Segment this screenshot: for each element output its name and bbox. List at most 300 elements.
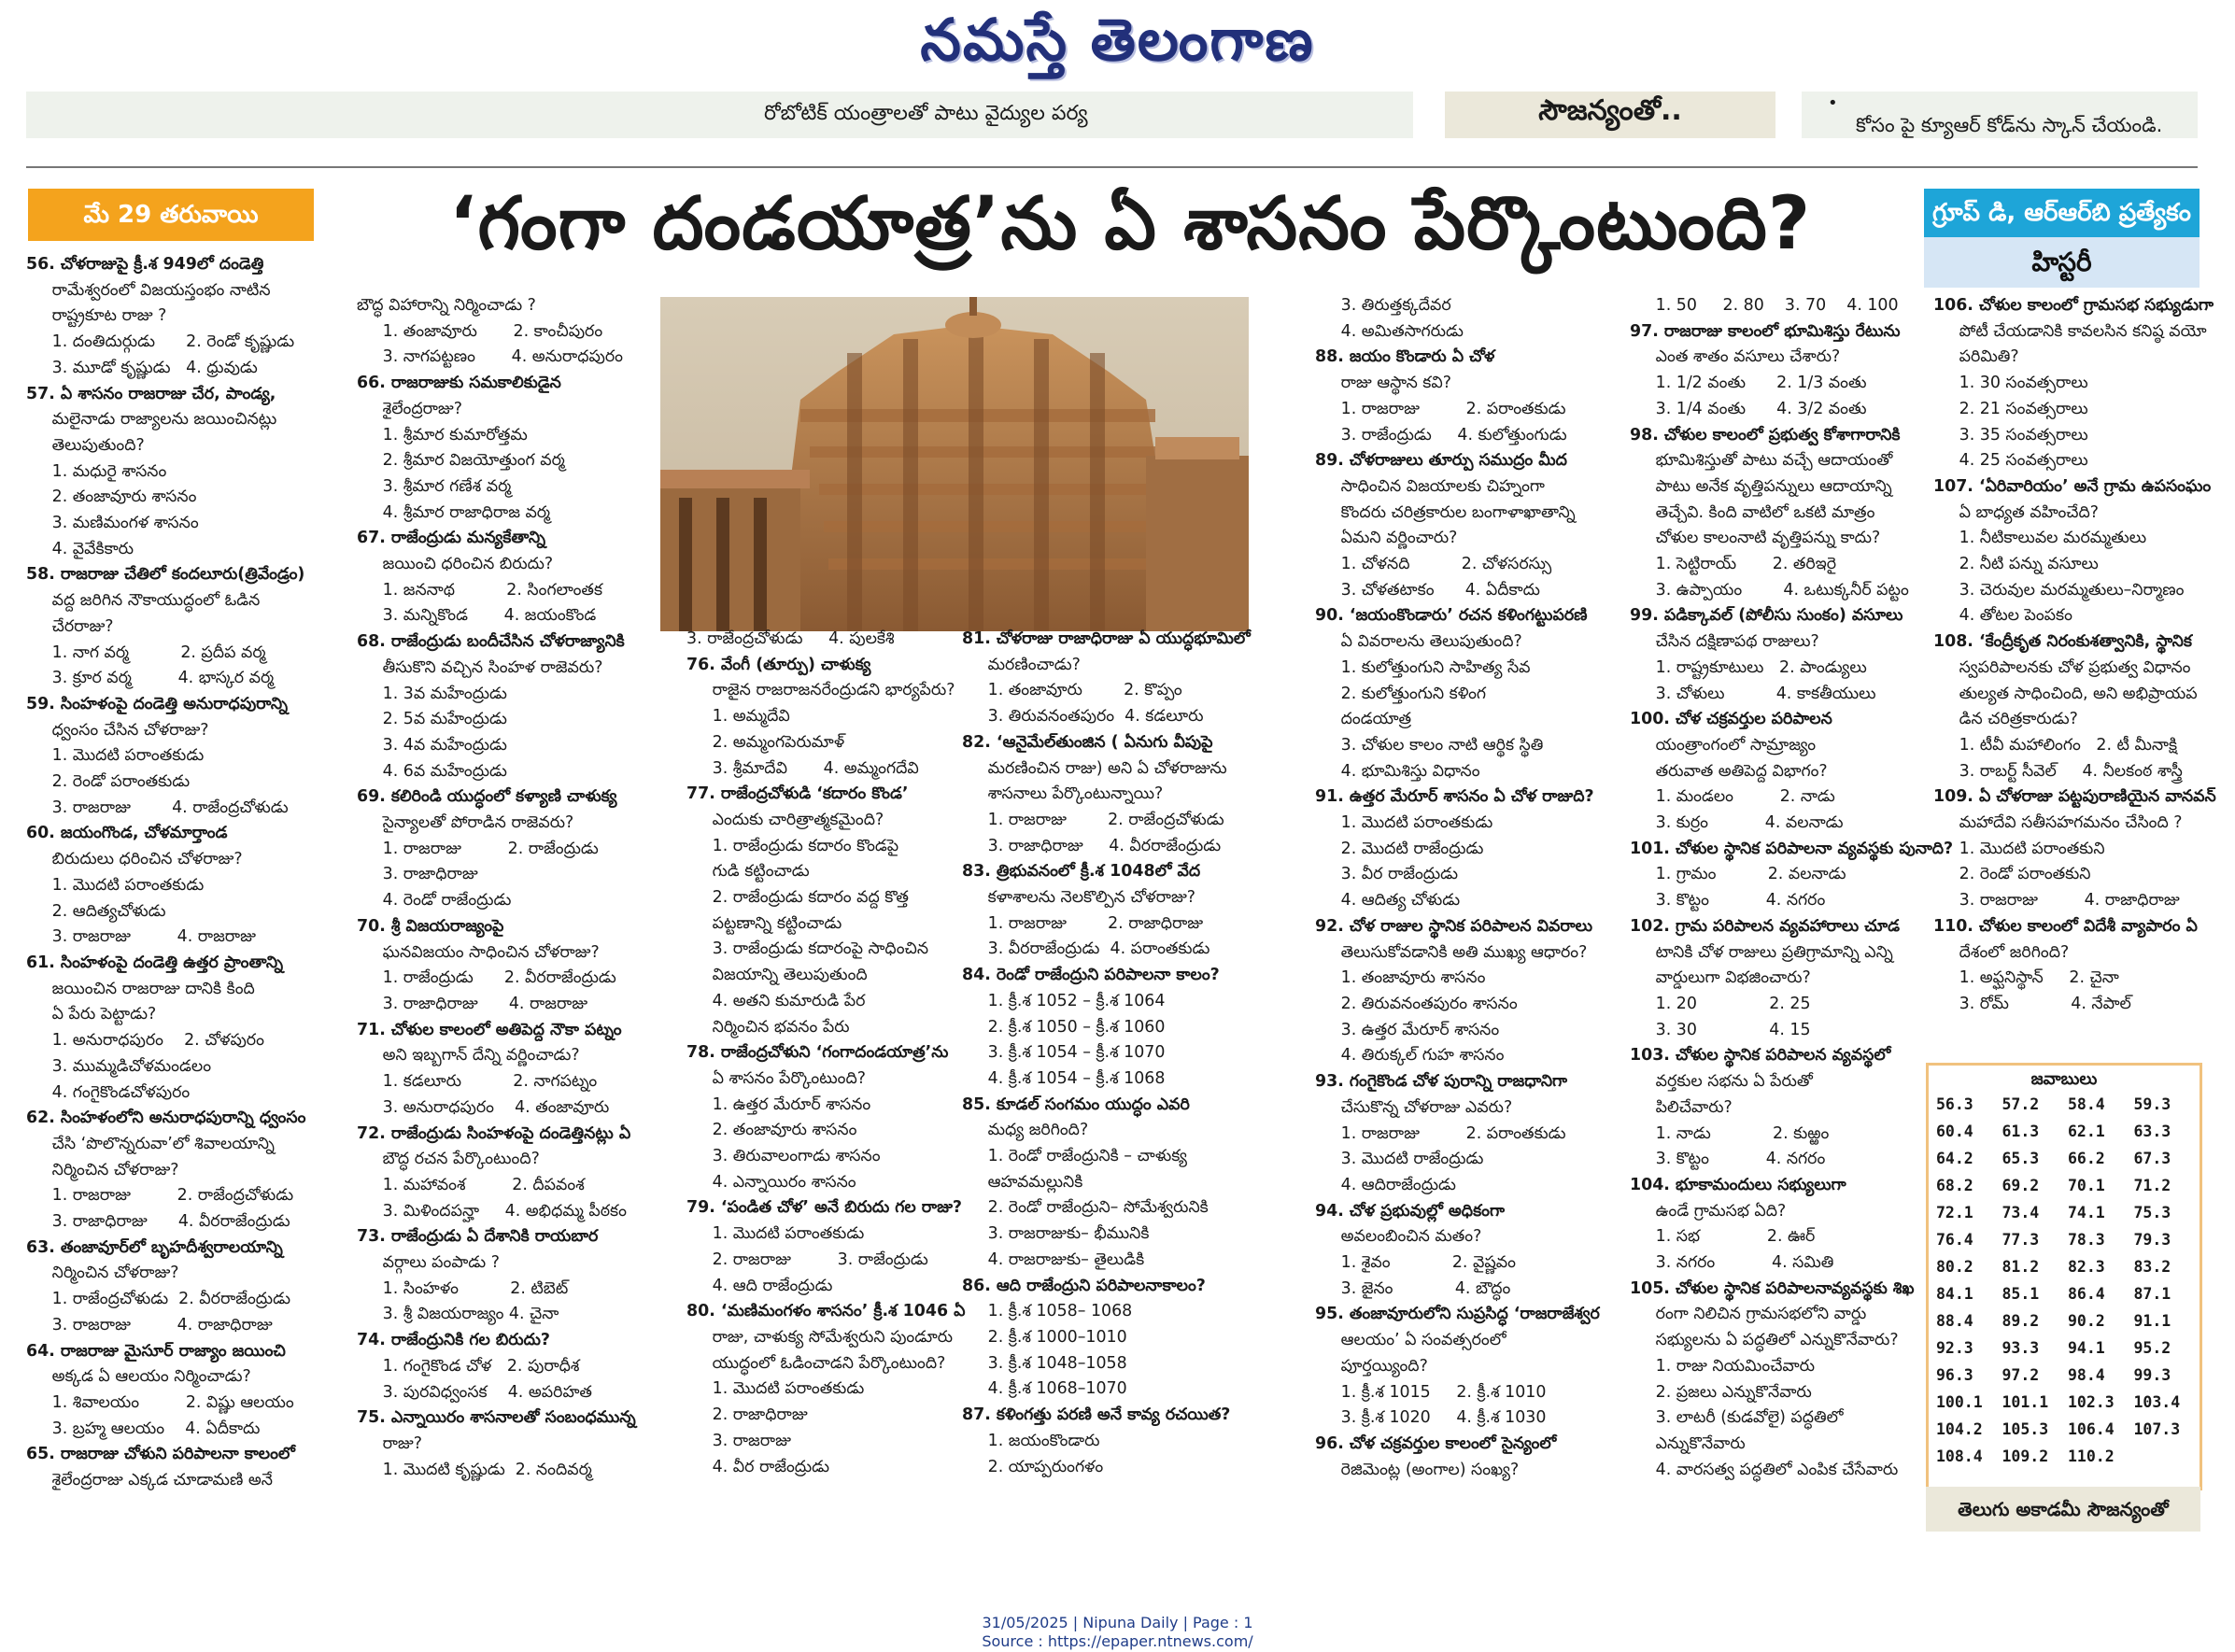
question-line: 4. భూమిశిస్తు విధానం	[1315, 761, 1480, 781]
question-line: 1. శ్రీమార కుమారోత్తమ	[357, 425, 528, 445]
question-line: 58. రాజరాజు చేతిలో కందలూరు(త్రివేండ్రం)	[26, 565, 305, 585]
question-line: స్వపరిపాలనకు చోళ ప్రభుత్వ విధానం	[1933, 657, 2191, 677]
question-line: పరిమితి?	[1933, 347, 2019, 367]
question-line: 57. ఏ శాసనం రాజరాజు చేర, పాండ్య,	[26, 384, 276, 403]
question-line: 1. గ్రామం 2. వలనాడు	[1630, 865, 1846, 884]
answer-item: 109.2	[2002, 1447, 2049, 1465]
section-label-exam: గ్రూప్ డి, ఆర్‌ఆర్‌బి ప్రత్యేకం	[1924, 189, 2200, 237]
question-line: ఘనవిజయం సాధించిన చోళరాజు?	[357, 942, 600, 962]
question-line: 2. తంజావూరు శాసనం	[26, 487, 197, 507]
question-line: 1. మహావంశ 2. దీపవంశ	[357, 1175, 585, 1194]
question-line: మధ్య జరిగింది?	[962, 1121, 1089, 1140]
question-line: జయించిన రాజరాజు దానికి కింది	[26, 979, 255, 998]
footer-source-line: Source : https://epaper.ntnews.com/	[982, 1632, 1253, 1650]
question-line: 3. మొదటి రాజేంద్రుడు	[1315, 1150, 1484, 1169]
question-line: 3. లాటరీ (కుడవోలై) పద్ధతిలో	[1630, 1408, 1844, 1428]
question-line: 2. రెండో రాజేంద్రుని– సోమేశ్వరునికి	[962, 1198, 1209, 1218]
question-column-2	[357, 293, 646, 1483]
answer-item: 78.3	[2068, 1231, 2105, 1249]
question-line: 1. గంగైకొండ చోళ 2. పురాధీశ	[357, 1356, 580, 1376]
question-line: 2. రెండో పరాంతకుడు	[26, 772, 191, 792]
answer-item: 88.4	[1936, 1312, 1973, 1330]
question-line: మరణించాడు?	[962, 655, 1081, 674]
question-line: 2. మొదటి రాజేంద్రుడు	[1315, 839, 1484, 858]
question-line: తెలుసుకోవడానికి అతి ముఖ్య ఆధారం?	[1315, 942, 1588, 962]
question-line: జయించి ధరించిన బిరుదు?	[357, 555, 554, 574]
question-line: 2. రెండో పరాంతకుని	[1933, 865, 2091, 884]
question-line: ఎందుకు చారిత్రాత్మకమైంది?	[686, 810, 884, 829]
question-line: యంత్రాంగంలో సామ్రాజ్యం	[1630, 735, 1817, 755]
question-line: 93. గంగైకొండ చోళ పురాన్ని రాజధానిగా	[1315, 1072, 1568, 1092]
question-line: 96. చోళ చక్రవర్తుల కాలంలో సైన్యంలో	[1315, 1433, 1557, 1453]
question-line: కళాశాలను నెలకొల్పిన చోళరాజు?	[962, 888, 1196, 908]
question-line: 91. ఉత్తర మేరూర్ శాసనం ఏ చోళ రాజుది?	[1315, 787, 1594, 807]
question-line: అని ఇబ్బగాన్ దేన్ని వర్ణించాడు?	[357, 1046, 580, 1066]
question-line: 3. మూడో కృష్ణుడు 4. ధ్రువుడు	[26, 358, 258, 377]
question-line: సైన్యాలతో పోరాడిన రాజెవరు?	[357, 813, 574, 833]
question-line: రామేశ్వరంలో విజయస్తంభం నాటిన	[26, 280, 271, 300]
question-line: మరణించిన రాజు) అని ఏ చోళరాజును	[962, 758, 1227, 778]
question-line: 69. కలిరిండి యుద్ధంలో కళ్యాణి చాళుక్య	[357, 787, 617, 807]
answer-item: 106.4	[2068, 1420, 2115, 1438]
question-line: 2. 5వ మహేంద్రుడు	[357, 710, 507, 729]
answer-item: 93.3	[2002, 1339, 2040, 1357]
question-line: వద్ద జరిగిన నౌకాయుద్ధంలో ఓడిన	[26, 591, 261, 611]
question-line: 108. ‘కేంద్రీకృత నిరంకుశత్వానికి, స్థానిక	[1933, 632, 2192, 652]
question-line: 4. క్రీ.శ 1068–1070	[962, 1379, 1127, 1399]
question-line: చేరరాజు?	[26, 616, 114, 636]
question-line: 82. ‘ఆనైమేల్‌తుంజిన ( ఏనుగు వీపుపై	[962, 732, 1213, 752]
answer-item: 56.3	[1936, 1095, 1973, 1113]
question-line: 92. చోళ రాజుల స్థానిక పరిపాలన వివరాలు	[1315, 916, 1592, 936]
question-line: 3. వీర రాజేంద్రుడు	[1315, 865, 1458, 884]
question-line: వర్తకుల సభను ఏ పేరుతో	[1630, 1072, 1813, 1092]
newspaper-masthead: నమస్తే తెలంగాణ	[920, 6, 1315, 74]
answer-item: 99.3	[2133, 1366, 2171, 1384]
question-line: 94. చోళ ప్రభువుల్లో అధికంగా	[1315, 1201, 1505, 1221]
question-line: టానికి చోళ రాజులు ప్రతిగ్రామాన్ని ఎన్ని	[1630, 942, 1893, 962]
question-line: 90. ‘జయంకొండారు’ రచన కళింగట్టుపరణి	[1315, 606, 1588, 626]
question-line: 63. తంజావూర్‌లో బృహదీశ్వరాలయాన్ని	[26, 1237, 283, 1257]
question-line: 3. నగరం 4. సమితి	[1630, 1253, 1834, 1273]
question-line: 1. 20 2. 25	[1630, 994, 1811, 1013]
question-line: 3. రాజరాజు 4. రాజరాజు	[26, 927, 256, 947]
question-line: 1. మండలం 2. నాడు	[1630, 787, 1835, 807]
question-line: 3. రాజాధిరాజు 4. వీరరాజేంద్రుడు	[962, 836, 1222, 855]
question-line: 2. నీటి పన్ను వసూలు	[1933, 555, 2099, 574]
question-line: 3. రాజరాజుకు– భీమునికి	[962, 1224, 1150, 1244]
question-line: 1. తంజావూరు 2. కొప్పం	[962, 681, 1182, 700]
answer-item: 66.2	[2068, 1150, 2105, 1167]
question-line: 3. రాజరాజు 4. రాజేంద్రచోళుడు	[26, 798, 289, 817]
question-line: 1. తంజావూరు 2. కాంచీపురం	[357, 321, 603, 341]
question-line: 1. మొదటి పరాంతకుడు	[26, 746, 205, 766]
question-line: రంగా నిలిచిన గ్రామసభలోని వార్డు	[1630, 1305, 1867, 1324]
question-line: 3. 4వ మహేంద్రుడు	[357, 735, 507, 755]
question-line: 3. ఉత్తర మేరూర్ శాసనం	[1315, 1020, 1500, 1039]
page-footer	[0, 1614, 2235, 1651]
answer-item: 77.3	[2002, 1231, 2040, 1249]
answer-item: 75.3	[2133, 1204, 2171, 1221]
question-line: 3. శ్రీమార గణేశ వర్మ	[357, 476, 512, 496]
question-line: 74. రాజేంద్రునికి గల బిరుదు?	[357, 1331, 550, 1350]
question-line: 3. వీరరాజేంద్రుడు 4. పరాంతకుడు	[962, 939, 1210, 959]
question-line: 2. అమ్మంగపెరుమాళ్	[686, 732, 845, 752]
section-divider	[26, 166, 2198, 168]
question-line: 1. 50 2. 80 3. 70 4. 100	[1630, 296, 1899, 315]
question-line: 79. ‘పండిత చోళ’ అనే బిరుదు గల రాజు?	[686, 1198, 963, 1218]
question-line: నిర్మించిన భవనం పేరు	[686, 1017, 850, 1037]
question-line: 103. చోళుల స్థానిక పరిపాలన వ్యవస్థలో	[1630, 1046, 1891, 1066]
question-line: 1. రాజేంద్రచోళుడు 2. వీరరాజేంద్రుడు	[26, 1290, 290, 1309]
question-line: 1. రాజేంద్రుడు 2. వీరరాజేంద్రుడు	[357, 968, 616, 988]
question-line: 1. 3వ మహేంద్రుడు	[357, 684, 507, 703]
question-line: 99. పడిక్కావల్ (పోలీసు సుంకం) వసూలు	[1630, 606, 1903, 626]
question-line: తీసుకొని వచ్చిన సింహళ రాజెవరు?	[357, 657, 603, 677]
answer-item: 103.4	[2133, 1393, 2181, 1411]
question-line: 68. రాజేంద్రుడు బందీచేసిన చోళరాజ్యానికి	[357, 632, 625, 652]
question-line: 86. ఆది రాజేంద్రుని పరిపాలనాకాలం?	[962, 1276, 1206, 1295]
question-line: 1. అఫ్ఘనిస్థాన్ 2. చైనా	[1933, 968, 2119, 988]
question-column-5	[1315, 293, 1619, 1483]
question-line: 4. వైవేకికారు	[26, 539, 134, 558]
question-line: 3. క్రూర వర్మ 4. భాస్కర వర్మ	[26, 669, 275, 688]
answer-item: 63.3	[2133, 1123, 2171, 1140]
answer-item: 97.2	[2002, 1366, 2040, 1384]
question-line: శైలేంద్రరాజు ఎక్కడ చూడామణి అనే	[26, 1471, 273, 1490]
question-line: 4. గంగైకొండచోళపురం	[26, 1082, 191, 1102]
question-line: 3. రాబర్ట్ సీవెల్ 4. నీలకంఠ శాస్త్రీ	[1933, 761, 2183, 781]
question-line: దండయాత్ర	[1315, 710, 1412, 729]
question-line: 4. 6వ మహేంద్రుడు	[357, 761, 507, 781]
answer-item: 61.3	[2002, 1123, 2040, 1140]
answer-item: 74.1	[2068, 1204, 2105, 1221]
answer-item: 89.2	[2002, 1312, 2040, 1330]
question-line: 3. బ్రహ్మ ఆలయం 4. ఏదీకాదు	[26, 1419, 261, 1438]
answer-item: 70.1	[2068, 1177, 2105, 1194]
question-line: 1. సెట్టిరాయ్ 2. తరిఇరై	[1630, 555, 1837, 574]
question-line: పిలిచేవారు?	[1630, 1097, 1733, 1117]
question-column-3	[686, 627, 966, 1480]
question-line: 2. తంజావూరు శాసనం	[686, 1121, 857, 1140]
question-line: 1. నీటికాలువల మరమ్మతులు	[1933, 529, 2147, 548]
question-line: 2. కులోత్తుంగుని కళింగ	[1315, 684, 1487, 703]
question-line: 3. శ్రీమాదేవి 4. అమ్మంగదేవి	[686, 758, 919, 778]
question-line: 2. 21 సంవత్సరాలు	[1933, 399, 2088, 418]
question-line: శైలేంద్రరాజు?	[357, 399, 462, 418]
question-line: శాసనాలు పేర్కొంటున్నాయి?	[962, 784, 1164, 804]
question-line: 2. యాప్పరుంగళం	[962, 1457, 1104, 1476]
question-line: 1. మొదటి పరాంతకుని	[1933, 839, 2105, 858]
page-headline: ‘గంగా దండయాత్ర’ను ఏ శాసనం పేర్కొంటుంది?	[448, 182, 1812, 266]
question-line: 1. జననాథ 2. సింగలాంతక	[357, 580, 603, 600]
answer-item: 105.3	[2002, 1420, 2049, 1438]
question-line: 1. క్రీ.శ 1058– 1068	[962, 1302, 1133, 1321]
question-column-1	[26, 252, 323, 1494]
question-line: 2. రాజాధిరాజు	[686, 1405, 808, 1425]
question-column-6	[1630, 293, 1954, 1483]
question-line: వర్గాలు పంపాడు ?	[357, 1253, 500, 1273]
answer-item: 65.3	[2002, 1150, 2040, 1167]
question-line: రెజిమెంట్ల (అంగాల) సంఖ్య?	[1315, 1460, 1520, 1479]
question-line: 1. ఉత్తర మేరూర్ శాసనం	[686, 1094, 871, 1114]
question-line: అక్కడ ఏ ఆలయం నిర్మించాడు?	[26, 1367, 251, 1387]
question-line: 4. 25 సంవత్సరాలు	[1933, 451, 2088, 471]
question-line: 3. రాజాధిరాజు 4. రాజరాజు	[357, 994, 588, 1013]
question-line: 1. నాడు 2. కుఱ్ఱం	[1630, 1123, 1830, 1143]
answer-item: 67.3	[2133, 1150, 2171, 1167]
question-line: 2. క్రీ.శ 1050 – క్రీ.శ 1060	[962, 1017, 1166, 1037]
question-line: చేసి ‘పొలొన్నరువా’లో శివాలయాన్ని	[26, 1134, 275, 1153]
question-line: 72. రాజేంద్రుడు సింహళంపై దండెత్తినట్లు ఏ	[357, 1123, 631, 1143]
question-line: 101. చోళుల స్థానిక పరిపాలనా వ్యవస్థకు పునాది?	[1630, 839, 1954, 858]
answer-item: 73.4	[2002, 1204, 2040, 1221]
question-line: 2. శ్రీమార విజయోత్తుంగ వర్మ	[357, 451, 565, 471]
top-strip-left	[26, 92, 1413, 138]
question-line: పోటీ చేయడానికి కావలసిన కనిష్ఠ వయో	[1933, 321, 2207, 341]
question-line: దేశంలో జరిగింది?	[1933, 942, 2070, 962]
question-line: 3. రాజేంద్రుడు 4. కులోత్తుంగుడు	[1315, 425, 1567, 445]
question-line: 3. తిరువనంతపురం 4. కడలూరు	[962, 707, 1204, 727]
question-line: 4. రాజరాజుకు– తైలుడికి	[962, 1250, 1145, 1269]
question-line: 3. శ్రీ విజయరాజ్యం 4. చైనా	[357, 1305, 559, 1324]
question-line: 80. ‘మణిమంగళం శాసనం’ క్రీ.శ 1046 ఏ	[686, 1302, 966, 1321]
question-line: 1. రాజు నియమించేవారు	[1630, 1356, 1815, 1376]
question-line: 3. చోళులు 4. కాకతీయులు	[1630, 684, 1876, 703]
question-line: 1. జయంకొండారు	[962, 1431, 1100, 1450]
question-line: 105. చోళుల స్థానిక పరిపాలనావ్యవస్థకు శిఖ	[1630, 1278, 1915, 1298]
answer-item: 79.3	[2133, 1231, 2171, 1249]
question-line: 3. రాజేంద్రుడు కదారంపై సాధించిన	[686, 939, 929, 959]
question-line: 75. ఎన్నాయిరం శాసనాలతో సంబంధమున్న	[357, 1408, 636, 1428]
question-line: 4. తిరుక్కల్ గుహ శాసనం	[1315, 1046, 1505, 1066]
question-line: రాజు ఆస్థాన కవి?	[1315, 374, 1451, 393]
top-strip-right-text: కోసం పై క్యూఆర్ కోడ్‌ను స్కాన్ చేయండి.	[1856, 114, 2163, 136]
answer-item: 85.1	[2002, 1285, 2040, 1303]
question-line: 4. ఎన్నాయిరం శాసనం	[686, 1172, 856, 1192]
answer-item: 94.1	[2068, 1339, 2105, 1357]
continuation-tag: మే 29 తరువాయి	[28, 189, 314, 241]
answer-key-grid	[1932, 1095, 2196, 1465]
question-line: 1. శివాలయం 2. విష్ణు ఆలయం	[26, 1392, 294, 1412]
temple-photo-icon	[660, 297, 1249, 631]
question-line: 1. మొదటి పరాంతకుడు	[1315, 813, 1493, 833]
question-line: 2. క్రీ.శ 1000–1010	[962, 1327, 1127, 1347]
answer-item: 58.4	[2068, 1095, 2105, 1113]
question-line: 3. క్రీ.శ 1048–1058	[962, 1353, 1127, 1373]
question-line: 4. రెండో రాజేంద్రుడు	[357, 891, 512, 911]
answer-item: 81.2	[2002, 1258, 2040, 1276]
answer-item: 100.1	[1936, 1393, 1983, 1411]
answer-item: 98.4	[2068, 1366, 2105, 1384]
question-line: 3. చోళుల కాలం నాటి ఆర్థిక స్థితి	[1315, 735, 1544, 755]
question-line: 4. ఆదిరాజేంద్రుడు	[1315, 1175, 1456, 1194]
question-line: ఎన్నుకొనేవారు	[1630, 1433, 1746, 1453]
question-line: 2. ప్రజలు ఎన్నుకొనేవారు	[1630, 1382, 1812, 1402]
question-column-7	[1933, 293, 2214, 1018]
footer-date-line: 31/05/2025 | Nipuna Daily | Page : 1	[982, 1614, 1253, 1631]
question-line: 1. రాజరాజు 2. రాజాధిరాజు	[962, 913, 1204, 933]
question-line: 1. క్రీ.శ 1015 2. క్రీ.శ 1010	[1315, 1382, 1547, 1402]
question-line: 59. సింహళంపై దండెత్తి అనురాధపురాన్ని	[26, 694, 289, 713]
question-line: 76. వేంగీ (తూర్పు) చాళుక్య	[686, 655, 871, 674]
question-line: 4. ఆదిత్య చోళుడు	[1315, 891, 1461, 911]
answer-item: 102.3	[2068, 1393, 2115, 1411]
question-line: 60. జయంగొండ, చోళమార్తాండ	[26, 824, 228, 843]
question-column-4	[962, 627, 1284, 1480]
question-line: 1. రాజరాజు 2. పరాంతకుడు	[1315, 399, 1566, 418]
question-line: చోళుల కాలంనాటి వృత్తిపన్ను కాదు?	[1630, 529, 1881, 548]
question-line: నిర్మించిన చోళరాజు?	[26, 1264, 179, 1283]
question-line: 3. తిరుత్తక్కదేవర	[1315, 296, 1451, 315]
temple-photo	[660, 297, 1249, 631]
question-line: 1. రాజరాజు 2. రాజేంద్రచోళుడు	[962, 810, 1224, 829]
question-line: 4. ఆది రాజేంద్రుడు	[686, 1276, 833, 1295]
question-line: 1. మధురై శాసనం	[26, 461, 167, 481]
question-line: 106. చోళుల కాలంలో గ్రామసభ సభ్యుడుగా	[1933, 296, 2214, 315]
question-line: ఎంత శాతం వసూలు చేశారు?	[1630, 347, 1841, 367]
question-line: తెచ్చేవి. కింది వాటిలో ఒకటి మాత్రం	[1630, 502, 1875, 522]
question-line: 3. అనురాధపురం 4. తంజావూరు	[357, 1097, 610, 1117]
answer-item: 83.2	[2133, 1258, 2171, 1276]
question-line: 1. క్రీ.శ 1052 – క్రీ.శ 1064	[962, 991, 1166, 1010]
question-line: 3. పురవిధ్వంసక 4. అపరిహత	[357, 1382, 592, 1402]
question-line: 1. చోళనది 2. చోళసరస్సు	[1315, 555, 1552, 574]
question-line: 3. కొట్టం 4. నగరం	[1630, 1150, 1826, 1169]
question-line: 1. రాజరాజు 2. రాజేంద్రచోళుడు	[26, 1186, 294, 1206]
question-line: 100. చోళ చక్రవర్తుల పరిపాలన	[1630, 710, 1832, 729]
question-line: 1. టీవీ మహాలింగం 2. టీ మీనాక్షి	[1933, 735, 2178, 755]
question-line: 4. అమితసాగరుడు	[1315, 321, 1464, 341]
top-strip-middle	[1445, 92, 1775, 138]
question-line: 3. తిరువాలంగాడు శాసనం	[686, 1147, 881, 1166]
question-line: ఆలయం’ ఏ సంవత్సరంలో	[1315, 1331, 1507, 1350]
answer-item: 76.4	[1936, 1231, 1973, 1249]
question-line: 83. త్రిభువనంలో క్రీ.శ 1048లో వేద	[962, 862, 1201, 882]
question-line: మహాదేవి సతీసహగమనం చేసింది ?	[1933, 813, 2183, 833]
question-line: సాధించిన విజయాలకు చిహ్నంగా	[1315, 476, 1545, 496]
question-line: 3. క్రీ.శ 1020 4. క్రీ.శ 1030	[1315, 1408, 1547, 1428]
question-line: 2. ఆదిత్యచోళుడు	[26, 901, 166, 921]
question-line: 3. మణిమంగళ శాసనం	[26, 514, 199, 533]
question-line: వార్డులుగా విభజించారు?	[1630, 968, 1811, 988]
question-line: 85. కూడల్ సంగమం యుద్ధం ఎవరి	[962, 1094, 1190, 1114]
question-line: 78. రాజేంద్రచోళుని ‘గంగాదండయాత్ర’ను	[686, 1043, 949, 1063]
question-line: ఏ బాధ్యత వహించేది?	[1933, 502, 2100, 522]
answer-item: 95.2	[2133, 1339, 2171, 1357]
question-line: 1. 30 సంవత్సరాలు	[1933, 374, 2088, 393]
question-line: 3. 35 సంవత్సరాలు	[1933, 425, 2088, 445]
answer-key-heading: జవాబులు	[2030, 1069, 2098, 1089]
question-line: 4. క్రీ.శ 1054 – క్రీ.శ 1068	[962, 1068, 1166, 1088]
question-line: ఏ వివరాలను తెలుపుతుంది?	[1315, 632, 1522, 652]
question-line: 98. చోళుల కాలంలో ప్రభుత్వ కోశాగారానికి	[1630, 425, 1901, 445]
answer-item: 64.2	[1936, 1150, 1973, 1167]
question-line: గుడి కట్టించాడు	[686, 862, 810, 882]
answer-item: 104.2	[1936, 1420, 1983, 1438]
question-line: ఆహవమల్లునికి	[962, 1172, 1083, 1192]
question-line: 73. రాజేంద్రుడు ఏ దేశానికి రాయబార	[357, 1227, 599, 1247]
question-line: తరువాత అతిపెద్ద విభాగం?	[1630, 761, 1828, 781]
answer-item: 96.3	[1936, 1366, 1973, 1384]
question-line: 1. కులోత్తుంగుని సాహిత్య సేవ	[1315, 657, 1531, 677]
question-line: యుద్ధంలో ఓడించాడని పేర్కొంటుంది?	[686, 1353, 946, 1373]
question-line: కొందరు చరిత్రకారుల బంగాళాఖాతాన్ని	[1315, 502, 1576, 522]
question-line: 1. మొదటి పరాంతకుడు	[686, 1224, 865, 1244]
question-line: 4. శ్రీమార రాజాధిరాజ వర్మ	[357, 502, 550, 522]
answer-item: 69.2	[2002, 1177, 2040, 1194]
question-line: 3. రాజరాజు 4. రాజాధిరాజు	[26, 1315, 273, 1334]
top-strip-middle-text: సౌజన్యంతో..	[1538, 94, 1682, 127]
section-label	[1924, 189, 2200, 288]
answer-key	[1926, 1063, 2202, 1490]
question-line: 3. రాజాధిరాజు	[357, 865, 478, 884]
credit-line: తెలుగు అకాడమీ సౌజన్యంతో	[1926, 1487, 2200, 1532]
question-line: 56. చోళరాజుపై క్రీ.శ 949లో దండెత్తి	[26, 255, 264, 274]
question-line: 97. రాజరాజు కాలంలో భూమిశిస్తు రేటును	[1630, 321, 1901, 341]
question-line: 95. తంజావూరులోని సుప్రసిద్ధ ‘రాజరాజేశ్వర	[1315, 1305, 1600, 1324]
question-line: 71. చోళుల కాలంలో అతిపెద్ద నౌకా పట్నం	[357, 1020, 622, 1039]
question-line: 88. జయం కొండారు ఏ చోళ	[1315, 347, 1495, 367]
question-line: 87. కళింగత్తు పరణి అనే కావ్య రచయిత?	[962, 1405, 1231, 1425]
question-line: 62. సింహళంలోని అనురాధపురాన్ని ధ్వంసం	[26, 1108, 306, 1128]
question-line: 3. రాజాధిరాజు 4. వీరరాజేంద్రుడు	[26, 1212, 290, 1232]
question-line: 3. కుర్రం 4. వలనాడు	[1630, 813, 1844, 833]
question-line: రాష్ట్రకూట రాజు ?	[26, 306, 167, 326]
question-line: 70. శ్రీ విజయరాజ్యంపై	[357, 916, 504, 936]
question-line: బౌద్ధ విహారాన్ని నిర్మించాడు ?	[357, 296, 536, 315]
question-line: 1. సభ 2. ఊర్	[1630, 1227, 1816, 1247]
question-line: 77. రాజేంద్రచోళుడి ‘కదారం కొండ’	[686, 784, 909, 804]
question-line: 2. రాజేంద్రుడు కదారం వద్ద కొత్త	[686, 888, 909, 908]
answer-item: 101.1	[2002, 1393, 2049, 1411]
top-strip-right	[1802, 92, 2198, 138]
question-line: 1. రాజరాజు 2. రాజేంద్రుడు	[357, 839, 599, 858]
question-line: 1. అమ్మదేవి	[686, 707, 790, 727]
question-line: 3. మిళిందపన్హా 4. అభిధమ్మ పీఠకం	[357, 1201, 627, 1221]
question-line: 110. చోళుల కాలంలో విదేశీ వ్యాపారం ఏ	[1933, 916, 2198, 936]
question-line: 3. క్రీ.శ 1054 – క్రీ.శ 1070	[962, 1043, 1166, 1063]
question-line: రాజు?	[357, 1433, 422, 1453]
question-line: 1. శైవం 2. వైష్ణవం	[1315, 1253, 1516, 1273]
question-line: 4. వారసత్వ పద్ధతిలో ఎంపిక చేసేవారు	[1630, 1460, 1899, 1479]
question-line: 65. రాజరాజు చోళుని పరిపాలనా కాలంలో	[26, 1445, 295, 1464]
question-line: 1. మొదటి కృష్ణుడు 2. నందివర్మ	[357, 1460, 592, 1479]
question-line: 3. రాజరాజు	[686, 1431, 791, 1450]
question-line: 1. రెండో రాజేంద్రునికి – చాళుక్య	[962, 1147, 1187, 1166]
question-line: రాజైన రాజరాజనరేంద్రుడని భార్యపేరు?	[686, 681, 955, 700]
question-line: 2. రాజరాజు 3. రాజేంద్రుడు	[686, 1250, 928, 1269]
question-line: 3. నాగపట్టణం 4. అనురాధపురం	[357, 347, 623, 367]
question-line: సభ్యులను ఏ పద్ధతిలో ఎన్నుకొనేవారు?	[1630, 1331, 1899, 1350]
question-line: 3. 1/4 వంతు 4. 3/2 వంతు	[1630, 399, 1867, 418]
question-line: 4. అతని కుమారుడి పేర	[686, 991, 866, 1010]
question-line: 1. సింహళం 2. టిబెట్	[357, 1278, 569, 1298]
question-line: 3. రాజరాజు 4. రాజాధిరాజు	[1933, 891, 2180, 911]
question-line: 1. కడలూరు 2. నాగపట్నం	[357, 1072, 598, 1092]
question-line: 1. రాజేంద్రుడు కదారం కొండపై	[686, 836, 899, 855]
answer-item: 91.1	[2133, 1312, 2171, 1330]
answer-item: 90.2	[2068, 1312, 2105, 1330]
question-line: విజయాన్ని తెలుపుతుంది	[686, 966, 868, 985]
question-line: 1. మొదటి పరాంతకుడు	[26, 875, 205, 895]
question-line: 81. చోళరాజు రాజాధిరాజు ఏ యుద్ధభూమిలో	[962, 629, 1251, 648]
question-line: 1. 1/2 వంతు 2. 1/3 వంతు	[1630, 374, 1867, 393]
question-line: చేసిన దక్షిణాపథ రాజులు?	[1630, 632, 1819, 652]
question-line: ఏమని వర్ణించారు?	[1315, 529, 1458, 548]
question-line: పాటు అనేక వృత్తిపన్నులు ఆదాయాన్ని	[1630, 476, 1892, 496]
answer-item: 84.1	[1936, 1285, 1973, 1303]
